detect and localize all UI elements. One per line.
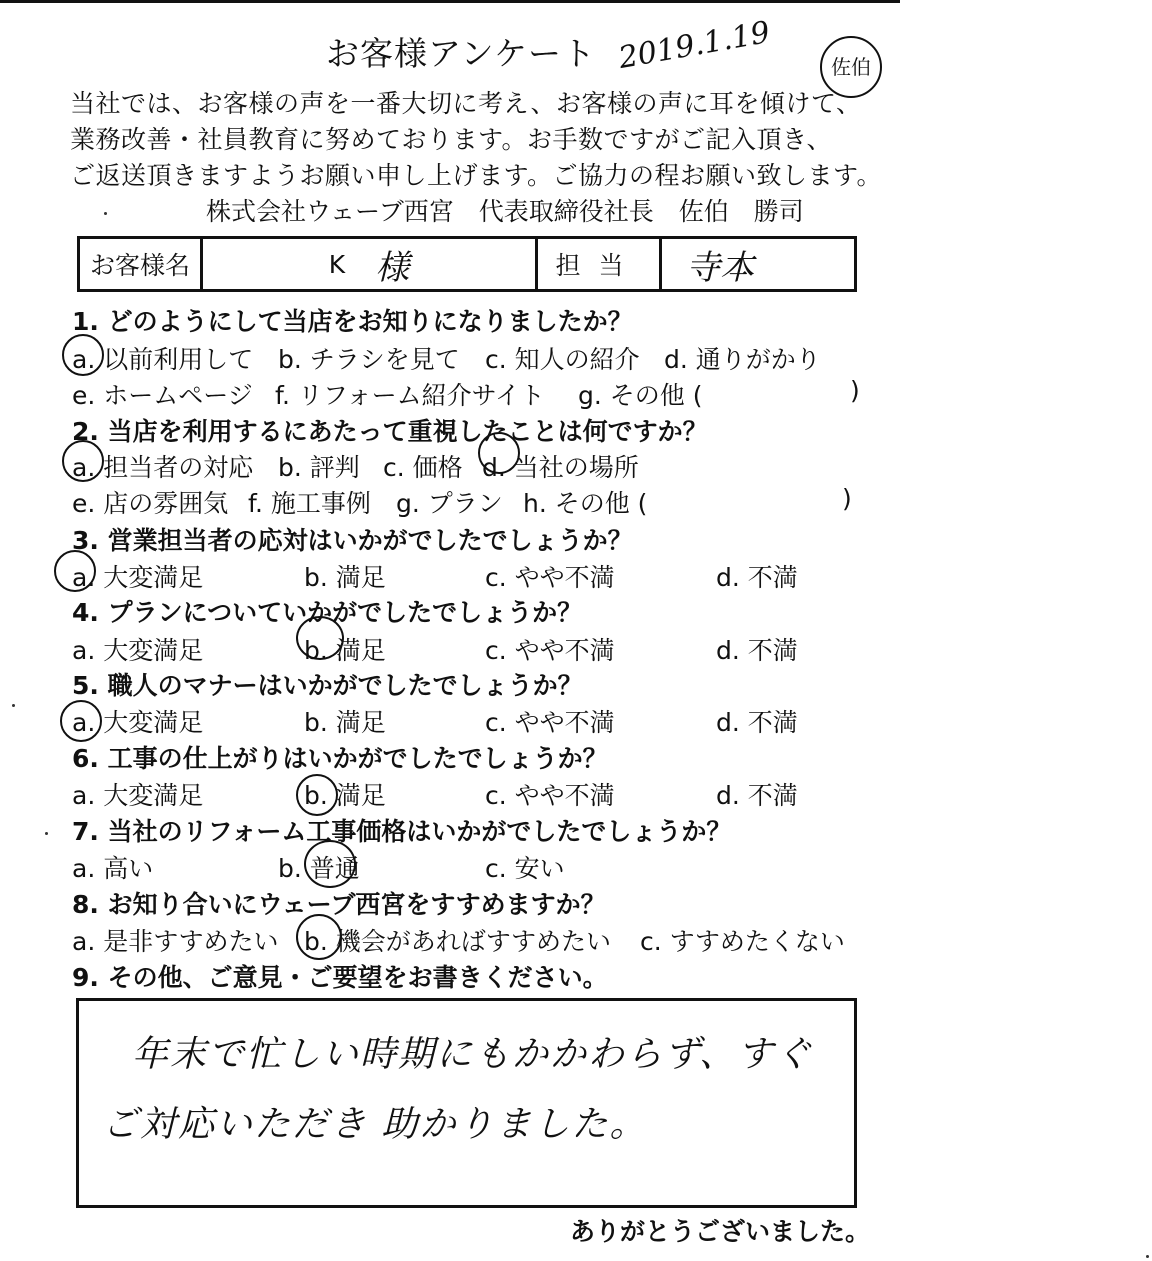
question-3: 3. 営業担当者の応対はいかがでしたでしょうか？	[72, 526, 633, 555]
q1-option-e[interactable]: e. ホームページ	[72, 381, 253, 410]
q6-option-b[interactable]: b. 満足	[304, 781, 386, 810]
q3-option-d[interactable]: d. 不満	[716, 563, 798, 592]
question-4: 4. プランについていかがでしたでしょうか？	[72, 598, 583, 627]
q6-option-a[interactable]: a. 大変満足	[72, 781, 204, 810]
scan-speck	[12, 704, 15, 707]
q3-option-c[interactable]: c. やや不満	[485, 563, 615, 592]
q2-option-a[interactable]: a. 担当者の対応	[72, 453, 254, 482]
q1-option-g[interactable]: g. その他 (	[578, 381, 703, 410]
question-6: 6. 工事の仕上がりはいかがでしたでしょうか？	[72, 744, 608, 773]
q2-close-paren: )	[842, 484, 852, 513]
q2-answer-circle-d	[478, 432, 520, 474]
q2-option-g[interactable]: g. プラン	[396, 489, 503, 518]
top-border-line	[0, 0, 900, 3]
intro-line-3: ご返送頂きますようお願い申し上げます。ご協力の程お願い致します。	[70, 161, 883, 190]
q2-answer-circle-a	[62, 440, 104, 482]
q5-option-c[interactable]: c. やや不満	[485, 708, 615, 737]
q8-option-c[interactable]: c. すすめたくない	[640, 927, 845, 956]
q3-option-b[interactable]: b. 満足	[304, 563, 386, 592]
q8-option-a[interactable]: a. 是非すすめたい	[72, 927, 279, 956]
q5-option-d[interactable]: d. 不満	[716, 708, 798, 737]
q1-option-b[interactable]: b. チラシを見て	[278, 345, 460, 374]
staff-label: 担当	[538, 239, 662, 289]
q4-option-b[interactable]: b. 満足	[304, 636, 386, 665]
q2-option-c[interactable]: c. 価格	[383, 453, 463, 482]
question-1: 1. どのようにして当店をお知りになりましたか？	[72, 307, 633, 336]
q7-option-c[interactable]: c. 安い	[485, 854, 565, 883]
customer-name-field[interactable]	[203, 239, 538, 289]
q5-answer-circle	[60, 700, 102, 742]
staff-name-handwritten[interactable]: 寺本	[686, 247, 754, 288]
intro-line-1: 当社では、お客様の声を一番大切に考え、お客様の声に耳を傾けて、	[70, 89, 862, 118]
scan-speck	[104, 212, 107, 215]
comment-line-1: 年末で忙しい時期にもかかわらず、すぐ	[132, 1034, 814, 1075]
thank-you-text: ありがとうございました。	[570, 1217, 871, 1246]
question-8: 8. お知り合いにウェーブ西宮をすすめますか？	[72, 890, 606, 919]
q6-option-d[interactable]: d. 不満	[716, 781, 798, 810]
q2-option-d[interactable]: d. 当社の場所	[482, 453, 639, 482]
q1-option-f[interactable]: f. リフォーム紹介サイト	[275, 381, 545, 410]
q6-answer-circle	[296, 774, 338, 816]
q1-option-d[interactable]: d. 通りがかり	[664, 345, 821, 374]
q2-option-h[interactable]: h. その他 (	[523, 489, 648, 518]
q1-answer-circle	[62, 334, 104, 376]
scan-speck	[1146, 1255, 1149, 1258]
q3-option-a[interactable]: a. 大変満足	[72, 563, 204, 592]
q1-close-paren: )	[850, 376, 860, 405]
question-2: 2. 当店を利用するにあたって重視したことは何ですか？	[72, 417, 708, 446]
q7-option-b[interactable]: b. 普通	[278, 854, 360, 883]
q1-option-c[interactable]: c. 知人の紹介	[485, 345, 640, 374]
question-5: 5. 職人のマナーはいかがでしたでしょうか？	[72, 671, 583, 700]
q2-option-e[interactable]: e. 店の雰囲気	[72, 489, 229, 518]
customer-name-label: お客様名	[80, 239, 203, 289]
q2-option-b[interactable]: b. 評判	[278, 453, 360, 482]
q4-answer-circle	[296, 616, 344, 660]
comment-line-2: ご対応いただき 助かりました。	[102, 1104, 648, 1145]
q6-option-c[interactable]: c. やや不満	[485, 781, 615, 810]
q1-option-a[interactable]: a. 以前利用して	[72, 345, 254, 374]
q8-answer-circle	[296, 914, 342, 960]
scan-speck	[45, 832, 48, 835]
q2-option-f[interactable]: f. 施工事例	[248, 489, 371, 518]
q7-option-a[interactable]: a. 高い	[72, 854, 154, 883]
q4-option-a[interactable]: a. 大変満足	[72, 636, 204, 665]
handwritten-date: 2019.1.19	[616, 15, 773, 76]
customer-name-value: K	[328, 249, 346, 279]
q8-option-b[interactable]: b. 機会があればすすめたい	[304, 927, 612, 956]
question-7: 7. 当社のリフォーム工事価格はいかがでしたでしょうか？	[72, 817, 732, 846]
q3-answer-circle	[54, 550, 96, 592]
honorific-handwritten: 様	[375, 247, 410, 288]
q7-answer-circle	[304, 840, 356, 888]
question-9: 9. その他、ご意見・ご要望をお書きください。	[72, 963, 608, 992]
q4-option-c[interactable]: c. やや不満	[485, 636, 615, 665]
q5-option-a[interactable]: a. 大変満足	[72, 708, 204, 737]
customer-info-table	[77, 236, 857, 292]
q5-option-b[interactable]: b. 満足	[304, 708, 386, 737]
company-signature: 株式会社ウェーブ西宮 代表取締役社長 佐伯 勝司	[206, 197, 804, 226]
page-title: お客様アンケート	[326, 34, 597, 73]
intro-line-2: 業務改善・社員教育に努めております。お手数ですがご記入頂き、	[70, 125, 833, 154]
stamp-text: 佐伯	[831, 55, 871, 79]
q4-option-d[interactable]: d. 不満	[716, 636, 798, 665]
